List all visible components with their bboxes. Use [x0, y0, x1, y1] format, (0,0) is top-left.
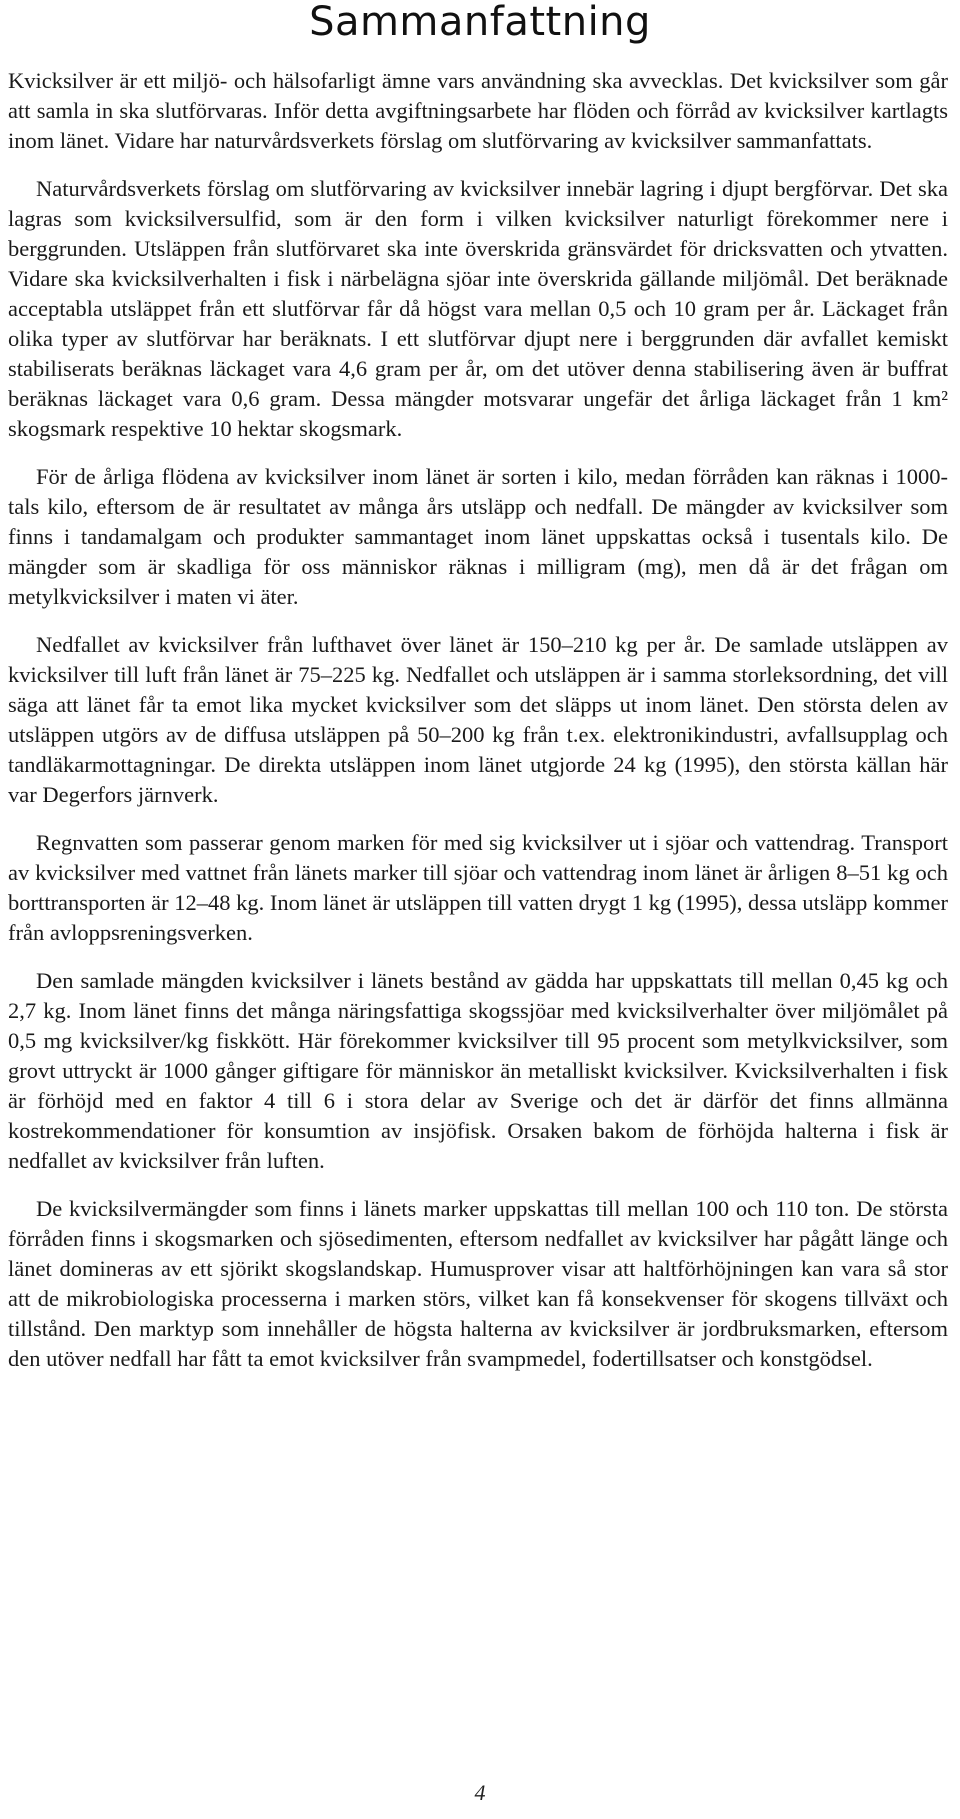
paragraph-slutforvaring: Naturvårdsverkets förslag om slutförvaring av kvicksilver innebär lagring i djupt bergförvar. Det ska lagras som kvicksilversulfid, som är den form i vilken kvicksilver naturligt förekommer nere i berggrunden. Utsläppen från slutförvaret ska inte överskrida gränsvärdet för dricksvatten och ytvatten. Vidare ska kvicksilverhalten i fisk i närbelägna sjöar inte överskrida gällande miljömål. Det beräknade acceptabla utsläppet från ett slutförvar får då högst vara mellan 0,5 och 10 gram per år. Läckaget från olika typer av slutförvar har beräknats. I ett slutförvar djupt nere i berggrunden där avfallet kemiskt stabiliserats beräknas läckaget vara 4,6 gram per år, om det utöver denna stabilisering även är buffrat beräknas läckaget vara 0,6 gram. Dessa mängder motsvarar ungefär det årliga läckaget från 1 km² skogsmark respektive 10 hektar skogsmark.: [8, 176, 948, 441]
page-title: Sammanfattning: [309, 0, 651, 45]
paragraph-intro: Kvicksilver är ett miljö- och hälsofarligt ämne vars användning ska avvecklas. Det kvicksilver som går att samla in ska slutförvaras. Inför detta avgiftningsarbete har flöden och förråd av kvicksilver kartlagts inom länet. Vidare har naturvårdsverkets förslag om slutförvaring av kvicksilver sammanfattats.: [8, 68, 948, 153]
paragraph-regnvatten: Regnvatten som passerar genom marken för med sig kvicksilver ut i sjöar och vattendrag. Transport av kvicksilver med vattnet från länets marker till sjöar och vattendrag inom länet är årligen 8–51 kg och borttransporten är 12–48 kg. Inom länet är utsläppen till vatten drygt 1 kg (1995), dessa utsläpp kommer från avloppsreningsverken.: [8, 830, 948, 945]
document-body: [8, 66, 948, 1392]
paragraph-floden: För de årliga flödena av kvicksilver inom länet är sorten i kilo, medan förråden kan räknas i 1000-tals kilo, eftersom de är resultatet av många års utsläpp och nedfall. De mängder av kvicksilver som finns i tandamalgam och produkter sammantaget inom länet uppskattas också i tusentals kilo. De mängder som är skadliga för oss människor räknas i milligram (mg), men då är det frågan om metylkvicksilver i maten vi äter.: [8, 464, 948, 609]
paragraph-marker: De kvicksilvermängder som finns i länets marker uppskattas till mellan 100 och 110 ton. De största förråden finns i skogsmarken och sjösedimenten, eftersom nedfallet av kvicksilver har pågått länge och länet domineras av ett sjörikt skogslandskap. Humusprover visar att haltförhöjningen kan vara så stor att de mikrobiologiska processerna i marken störs, vilket kan få konsekvenser för skogens tillväxt och tillstånd. Den marktyp som innehåller de högsta halterna av kvicksilver är jordbruksmarken, eftersom den utöver nedfall har fått ta emot kvicksilver från svampmedel, fodertillsatser och konstgödsel.: [8, 1196, 948, 1371]
page-number: 4: [474, 1780, 486, 1805]
paragraph-nedfall: Nedfallet av kvicksilver från lufthavet över länet är 150–210 kg per år. De samlade utsläppen av kvicksilver till luft från länet är 75–225 kg. Nedfallet och utsläppen är i samma storleksordning, det vill säga att länet får ta emot lika mycket kvicksilver som det släpps ut inom länet. Den största delen av utsläppen utgörs av de diffusa utsläppen på 50–200 kg från t.ex. elektronikindustri, avfallsupplag och tandläkarmottagningar. De direkta utsläppen inom länet utgjorde 24 kg (1995), den största källan här var Degerfors järnverk.: [8, 632, 948, 807]
paragraph-gadda: Den samlade mängden kvicksilver i länets bestånd av gädda har uppskattats till mellan 0,45 kg och 2,7 kg. Inom länet finns det många näringsfattiga skogssjöar med kvicksilverhalter över miljömålet på 0,5 mg kvicksilver/kg fiskkött. Här förekommer kvicksilver till 95 procent som metylkvicksilver, som grovt uttryckt är 1000 gånger giftigare för människor än metalliskt kvicksilver. Kvicksilverhalten i fisk är förhöjd med en faktor 4 till 6 i stora delar av Sverige och det är därför det finns allmänna kostrekommendationer för konsumtion av insjöfisk. Orsaken bakom de förhöjda halterna i fisk är nedfallet av kvicksilver från luften.: [8, 968, 948, 1173]
